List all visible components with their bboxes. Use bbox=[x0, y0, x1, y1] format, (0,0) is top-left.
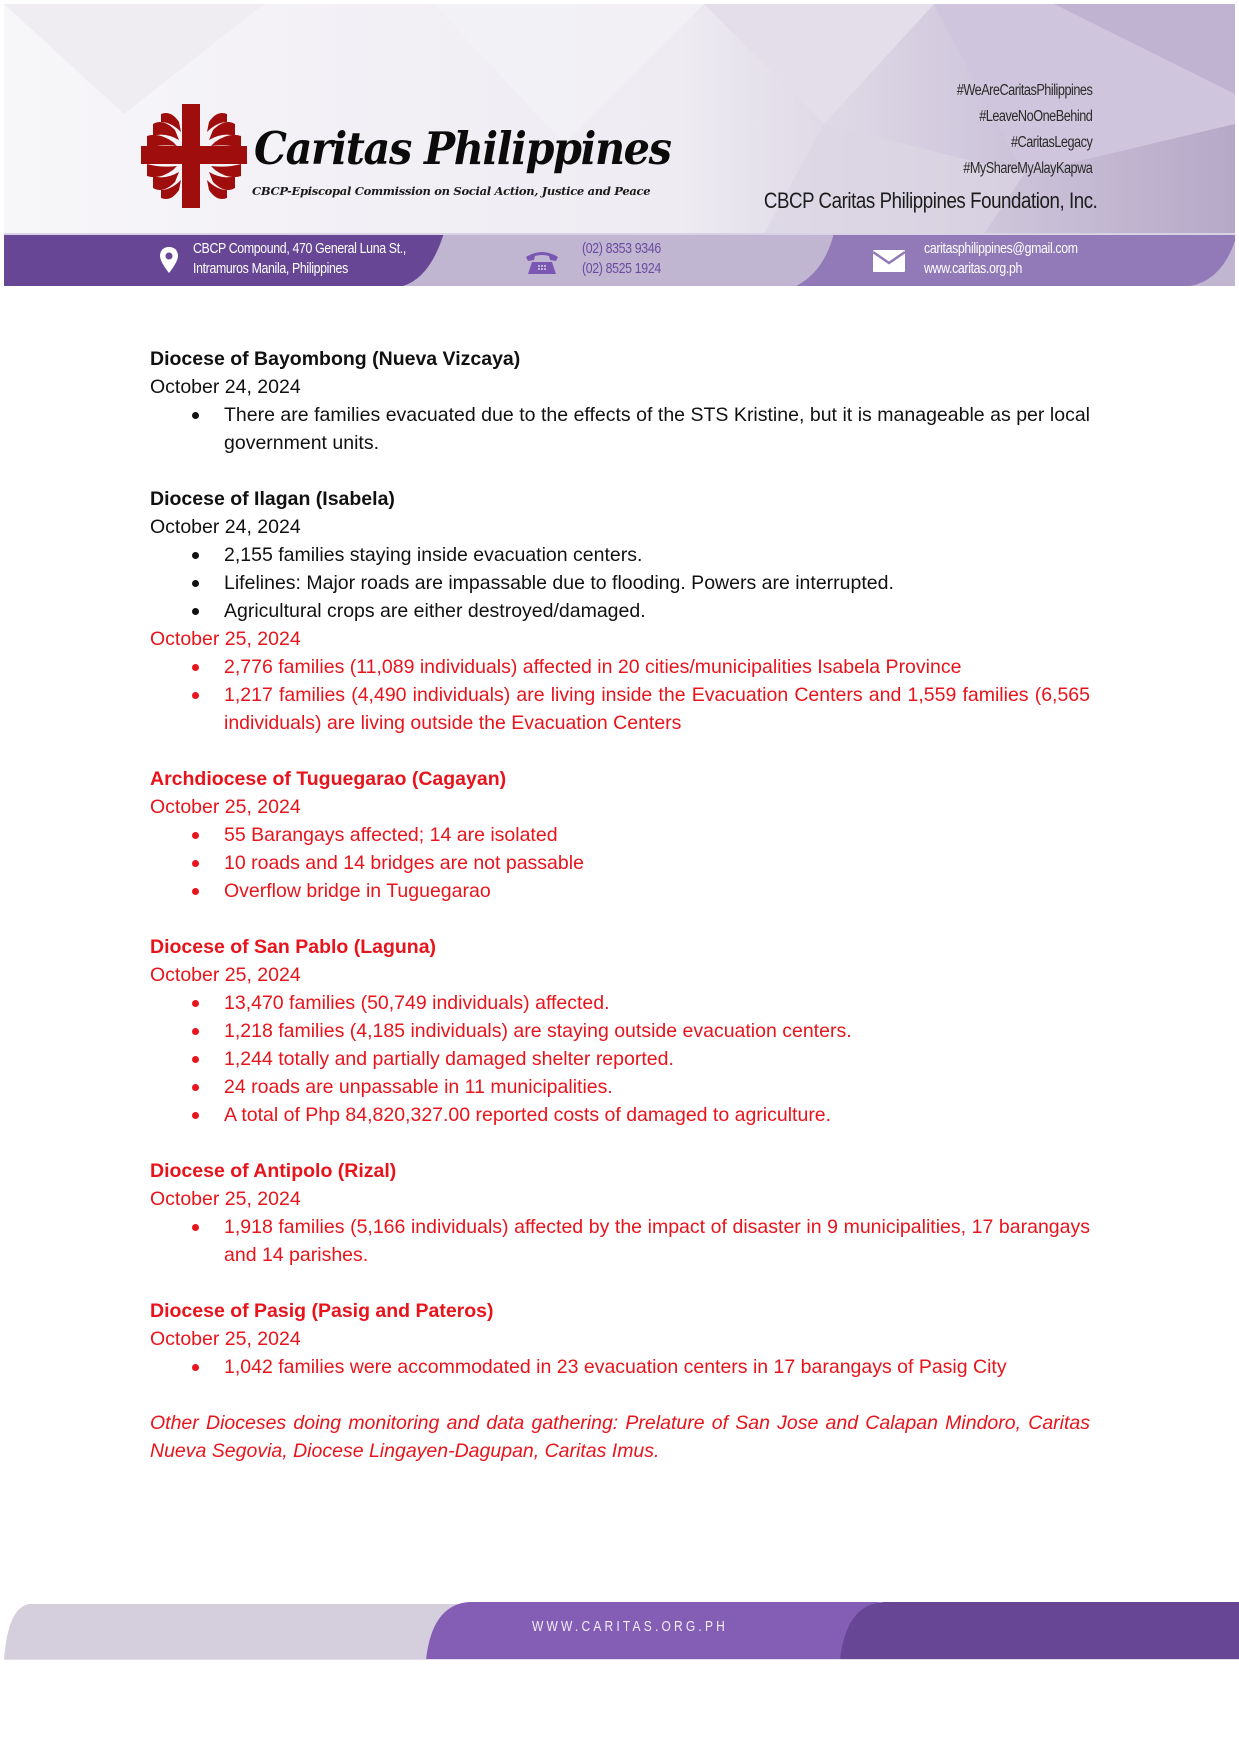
email-link[interactable]: caritasphilippines@gmail.com bbox=[924, 241, 1078, 257]
list-item: 1,217 families (4,490 individuals) are living inside the Evacuation Centers and 1,559 families (6,565 individuals) are living outside the Evacuation Centers bbox=[150, 681, 1090, 737]
diocese-section bbox=[150, 1157, 1090, 1269]
update-date: October 25, 2024 bbox=[150, 964, 301, 986]
diocese-title: Archdiocese of Tuguegarao (Cagayan) bbox=[150, 768, 507, 790]
list-item: Agricultural crops are either destroyed/damaged. bbox=[150, 597, 1090, 625]
diocese-section bbox=[150, 765, 1090, 905]
hashtag: #LeaveNoOneBehind bbox=[978, 108, 1092, 125]
hashtag: #WeAreCaritasPhilippines bbox=[956, 82, 1092, 99]
list-item: Lifelines: Major roads are impassable due to flooding. Powers are interrupted. bbox=[150, 569, 1090, 597]
hashtag: #CaritasLegacy bbox=[1010, 134, 1092, 151]
update-list bbox=[150, 989, 1090, 1129]
diocese-section bbox=[150, 1297, 1090, 1381]
hashtag-list bbox=[927, 78, 1092, 182]
update-list bbox=[150, 821, 1090, 905]
phone-number[interactable]: (02) 8353 9346 bbox=[582, 241, 661, 257]
letterhead bbox=[4, 4, 1235, 286]
update-date: October 25, 2024 bbox=[150, 1188, 301, 1210]
phone-numbers bbox=[582, 239, 661, 279]
update-list bbox=[150, 1353, 1090, 1381]
address-line: CBCP Compound, 470 General Luna St., bbox=[193, 241, 406, 257]
list-item: 10 roads and 14 bridges are not passable bbox=[150, 849, 1090, 877]
diocese-title: Diocese of Antipolo (Rizal) bbox=[150, 1160, 397, 1182]
org-subtitle: CBCP-Episcopal Commission on Social Action, Justice and Peace bbox=[252, 184, 651, 198]
list-item: 1,918 families (5,166 individuals) affected by the impact of disaster in 9 municipalities, 17 barangays and 14 parishes. bbox=[150, 1213, 1090, 1269]
update-date: October 24, 2024 bbox=[150, 516, 301, 538]
diocese-title: Diocese of Bayombong (Nueva Vizcaya) bbox=[150, 348, 521, 370]
address-line: Intramuros Manila, Philippines bbox=[193, 261, 348, 277]
update-list bbox=[150, 1213, 1090, 1269]
diocese-section bbox=[150, 345, 1090, 457]
diocese-section bbox=[150, 485, 1090, 737]
diocese-title: Diocese of Pasig (Pasig and Pateros) bbox=[150, 1300, 494, 1322]
list-item: 55 Barangays affected; 14 are isolated bbox=[150, 821, 1090, 849]
diocese-title: Diocese of Ilagan (Isabela) bbox=[150, 488, 395, 510]
update-list bbox=[150, 541, 1090, 625]
other-dioceses-note: Other Dioceses doing monitoring and data gathering: Prelature of San Jose and Calapan Mindoro, Caritas Nueva Segovia, Diocese Lingayen-Dagupan, Caritas Imus. bbox=[150, 1412, 1090, 1462]
list-item: 2,776 families (11,089 individuals) affected in 20 cities/municipalities Isabela Province bbox=[150, 653, 1090, 681]
list-item: 1,042 families were accommodated in 23 evacuation centers in 17 barangays of Pasig City bbox=[150, 1353, 1090, 1381]
update-date: October 25, 2024 bbox=[150, 796, 301, 818]
envelope-icon bbox=[873, 250, 905, 272]
update-list bbox=[150, 401, 1090, 457]
list-item: 1,244 totally and partially damaged shelter reported. bbox=[150, 1045, 1090, 1073]
update-date: October 25, 2024 bbox=[150, 1328, 301, 1350]
report-body bbox=[150, 345, 1090, 1465]
list-item: 2,155 families staying inside evacuation centers. bbox=[150, 541, 1090, 569]
list-item: Overflow bridge in Tuguegarao bbox=[150, 877, 1090, 905]
email-website bbox=[924, 239, 1078, 279]
update-list bbox=[150, 653, 1090, 737]
address bbox=[193, 239, 406, 279]
foundation-name: CBCP Caritas Philippines Foundation, Inc. bbox=[763, 188, 1097, 213]
update-date: October 24, 2024 bbox=[150, 376, 301, 398]
hashtag: #MyShareMyAlayKapwa bbox=[962, 160, 1092, 177]
list-item: 13,470 families (50,749 individuals) affected. bbox=[150, 989, 1090, 1017]
list-item: 1,218 families (4,185 individuals) are staying outside evacuation centers. bbox=[150, 1017, 1090, 1045]
diocese-section bbox=[150, 933, 1090, 1129]
caritas-cross-logo bbox=[141, 104, 247, 208]
update-date: October 25, 2024 bbox=[150, 628, 301, 650]
list-item: 24 roads are unpassable in 11 municipalities. bbox=[150, 1073, 1090, 1101]
diocese-title: Diocese of San Pablo (Laguna) bbox=[150, 936, 437, 958]
org-name: Caritas Philippines bbox=[254, 122, 671, 175]
location-pin-icon bbox=[160, 247, 178, 273]
website-link[interactable]: www.caritas.org.ph bbox=[924, 261, 1023, 277]
list-item: There are families evacuated due to the effects of the STS Kristine, but it is manageable as per local government units. bbox=[150, 401, 1090, 457]
telephone-icon bbox=[524, 249, 560, 275]
footer-website[interactable]: WWW.CARITAS.ORG.PH bbox=[532, 1618, 729, 1635]
phone-number[interactable]: (02) 8525 1924 bbox=[582, 261, 661, 277]
list-item: A total of Php 84,820,327.00 reported costs of damaged to agriculture. bbox=[150, 1101, 1090, 1129]
